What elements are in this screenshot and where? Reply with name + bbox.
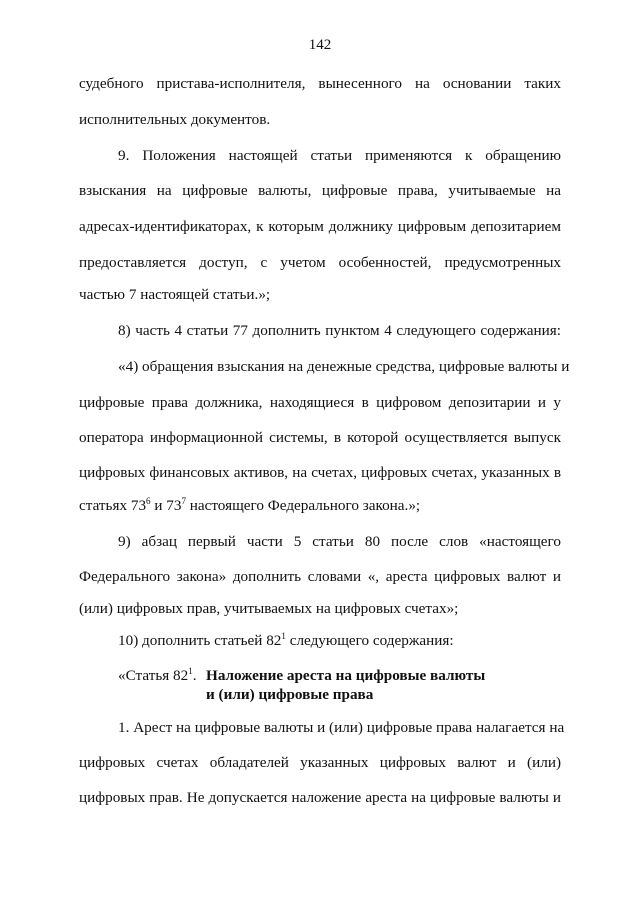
text-line: цифровых прав. Не допускается наложение ареста на цифровые валюты и [79,789,561,806]
superscript: 7 [181,496,186,506]
text-line: частью 7 настоящей статьи.»; [79,286,271,303]
text-line: 9. Положения настоящей статьи применяются к обращению [118,147,561,164]
superscript: 6 [146,496,151,506]
text-line: цифровые права должника, находящиеся в цифровом депозитарии и у [79,394,561,411]
text-fragment: и 73 [150,497,182,514]
superscript: 1 [188,666,193,676]
text-line: Федерального закона» дополнить словами «, ареста цифровых валют и [79,568,561,585]
text-line: цифровых финансовых активов, на счетах, цифровых счетах, указанных в [79,464,561,481]
text-line-articles [79,497,561,515]
text-line: цифровых счетах обладателей указанных цифровых валют и (или) [79,754,561,771]
text-line: предоставляется доступ, с учетом особенностей, предусмотренных [79,254,561,271]
text-line: судебного пристава-исполнителя, вынесенного на основании таких [79,75,561,92]
text-line: оператора информационной системы, в которой осуществляется выпуск [79,429,561,446]
article-title-continued: и (или) цифровые права [206,686,374,703]
text-line: 9) абзац первый части 5 статьи 80 после слов «настоящего [118,533,561,550]
text-fragment: статьях 73 [79,497,147,514]
page-number: 142 [308,37,332,53]
article-label: «Статья $82^1$. [118,666,197,684]
superscript: 1 [281,631,286,641]
article-title: Наложение ареста на цифровые валюты [206,667,486,684]
text-line: «4) обращения взыскания на денежные средства, цифровые валюты и [118,358,570,375]
text-line: адресах-идентификаторах, к которым должнику цифровым депозитарием [79,218,561,235]
text-fragment: 10) дополнить статьей 82 [118,632,282,649]
text-line-add-article [118,632,561,650]
text-line: (или) цифровых прав, учитываемых на цифровых счетах»; [79,600,459,617]
text-fragment: следующего содержания: [285,632,454,649]
text-fragment: настоящего Федерального закона.»; [185,497,421,514]
text-line: 1. Арест на цифровые валюты и (или) цифровые права налагается на [118,719,565,736]
text-line: взыскания на цифровые валюты, цифровые права, учитываемые на [79,182,561,199]
text-line: 8) часть 4 статьи 77 дополнить пунктом 4 следующего содержания: [118,322,561,339]
text-line: исполнительных документов. [79,111,271,128]
